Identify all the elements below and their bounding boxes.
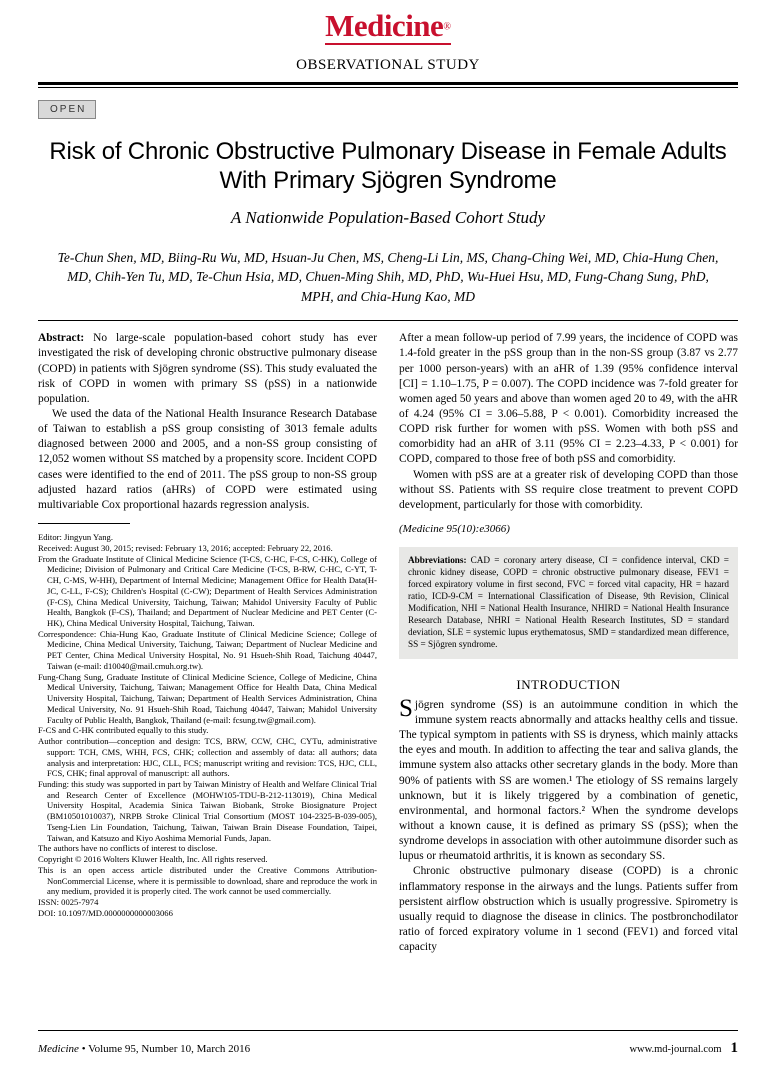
authors-rule [38,320,738,321]
article-subtitle: A Nationwide Population-Based Cohort Study [230,207,546,227]
frontmatter-divider [38,523,130,524]
frontmatter [38,532,377,918]
registered-trademark-icon: ® [443,21,451,33]
affiliations: From the Graduate Institute of Clinical Medicine Science (T-CS, C-HC, F-CS, C-HK), College of Medicine; Division of Pulmonary and Critical Care Medicine (T-CS, B-RW, C-HC, C-YT, T-CH, C-MS, W-HH), Department of Internal Medicine; Management Office for Health Data(H-JC, C-LL, F-CS); Children's Hospital (C-CW); Department of Health Services Administration (F-CS), China Medical University, Taichung, Taiwan; Mahidol University Faculty of Public Health, Bangkok (F-CS), Thailand; and Department of Nuclear Medicine and PET Center (C-HK), China Medical University Hospital, Taichung, Taiwan. [38,553,377,628]
footer-journal-info [38,1043,250,1055]
right-column [399,331,738,955]
page-number: 1 [730,1040,738,1056]
equal-contribution-note: F-CS and C-HK contributed equally to this study. [38,725,209,736]
doi: DOI: 10.1097/MD.0000000000003066 [38,907,173,918]
footer-issue: • Volume 95, Number 10, March 2016 [78,1043,251,1055]
abbreviations-box [399,547,738,659]
open-access-badge: OPEN [38,100,96,119]
editor-line: Editor: Jingyun Yang. [38,532,113,543]
drop-cap: S [399,694,413,722]
masthead [38,0,738,88]
author-list: Te-Chun Shen, MD, Biing-Ru Wu, MD, Hsuan-Ju Chen, MS, Cheng-Li Lin, MS, Chang-Ching Wei, MD, Chia-Hung Chen, MD, Chih-Yen Tu, MD, Te-Chun Hsia, MD, Chuen-Ming Shih, MD, PhD, Wu-Huei Hsu, MD, Fung-Chang Sung, PhD, MPH, and Chia-Hung Kao, MD [57,249,719,304]
license-note: This is an open access article distributed under the Creative Commons Attribution- NonCommercial License, where it is permissible to download, share and reproduce the work in any medium, provided it is properly cited. The work cannot be used commercially. [38,864,377,897]
article-type: OBSERVATIONAL STUDY [296,57,480,73]
abstract-paragraph-3: Women with pSS are at a greater risk of developing COPD than those without SS. Patients with SS require close treatment to prevent COPD development, particularly for those with comorbidity. [399,468,738,511]
introduction-paragraph-2-wrap [399,864,738,955]
introduction-paragraph-2: Chronic obstructive pulmonary disease (COPD) is a chronic inflammatory response in the airways and the lungs. Patients suffer from persistent airflow obstruction which is usually progressive. Spirometry is usually requid to diagnose the disease in clinics. The postbronchodilator ratio of forced expiratory volume in 1 second (FEV1) and forced vital capacity [399,865,738,954]
logo-underline [325,43,451,45]
abstract [38,331,377,513]
section-heading-introduction: INTRODUCTION [516,676,621,692]
page-title: Risk of Chronic Obstructive Pulmonary Disease in Female Adults With Primary Sjögren Syndrome [49,138,727,195]
journal-logo [325,10,451,45]
journal-citation: (Medicine 95(10):e3066) [399,523,510,536]
footer-journal-name: Medicine [38,1043,79,1055]
introduction-text-1: jögren syndrome (SS) is an autoimmune condition in which the immune system reacts abnormally and attacks healthy cells and tissue. The typical symptom in patients with SS is dryness, which mainly attacks the eyes and mouth. In addition to affecting the tear and saliva glands, the immune system also attacks other secretary glands in the body. More than 90% of patients with SS are women.¹ The etiology of SS remains largely unknown, but it is likely triggered by a combination of genetic, environmental, and hormonal factors.² When the syndrome develops without a known cause, it is defined as primary SS (pSS); when the syndrome develops in association with other autoimmune disorder such as lupus or rheumatoid arthritis, it is known as secondary SS. [399,698,738,863]
footer-right [629,1040,738,1057]
page-footer [38,1040,738,1057]
body-columns [38,331,738,955]
footer-url[interactable]: www.md-journal.com [629,1044,722,1055]
abstract-paragraph-1 [38,331,377,407]
abstract-text-1: No large-scale population-based cohort study has ever investigated the risk of developing chronic obstructive pulmonary disease (COPD) in patients with Sjögren syndrome (SS). This study evaluated the risk of COPD in women with primary SS (pSS) in a nationwide population. [38,332,377,405]
abstract-label: Abstract: [38,332,85,345]
conflicts-note: The authors have no conflicts of interest to disclose. [38,843,218,854]
correspondence-primary: Correspondence: Chia-Hung Kao, Graduate Institute of Clinical Medicine Science; College of Medicine, China Medical University, Taichung, Taiwan; Department of Nuclear Medicine and PET Center, China Medical University Hospital, No. 91 Hsueh-Shih Road, Taichung 40447, Taiwan (e-mail: d10040@mail.cmuh.org.tw). [38,628,377,671]
journal-logo-text: Medicine [325,8,444,43]
received-line: Received: August 30, 2015; revised: February 13, 2016; accepted: February 22, 2016. [38,542,333,553]
left-column [38,331,377,955]
author-contributions: Author contribution—conception and design: TCS, BRW, CCW, CHC, CYTu, administrative support: TCH, CMS, WHH, FCS, CHK; collection and assembly of data: all authors; data analysis and interpretation: HJC, CLL, FCS; manuscript writing and revision: TCS, HJC, CLL, FCS, CHK; final approval of manuscript: all authors. [38,736,377,779]
funding-note: Funding: this study was supported in part by Taiwan Ministry of Health and Welfare Clinical Trial and Research Center of Excellence (MOHW105-TDU-B-212-113019), China Medical University Hospital, Academia Sinica Taiwan Biobank, Stroke Biosignature Project (BM10501010037), NRPB Stroke Clinical Trial Consortium (MOST 104-2325-B-039-005), Tseng-Lien Lin Foundation, Taichung, Taiwan, Taiwan Brain Disease Foundation, Taipei, Taiwan, and Katsuzo and Kiyo Aoshima Memorial Funds, Japan. [38,778,377,843]
correspondence-secondary: Fung-Chang Sung, Graduate Institute of Clinical Medicine Science, College of Medicine, China Medical University, Taichung, Taiwan; Management Office for Health Data, China Medical University Hospital, Taichung, Taiwan; Department of Health Services Administration, China Medical University, No. 91 Hsueh-Shih Road, Taichung 40447, Taiwan; Mahidol University Faculty of Public Health, Bangkok, Thailand (e-mail: fcsung.tw@gmail.com). [38,671,377,725]
abbreviations-label: Abbreviations: [408,555,467,566]
open-access-row [38,88,738,119]
abbreviations-text: CAD = coronary artery disease, CI = confidence interval, CKD = chronic kidney disease, COPD = chronic obstructive pulmonary disease, FEV1 = forced expiratory volume in first second, FVC = forced vital capacity, HR = hazard ratio, ICD-9-CM = International Classification of Disease, 9th Revision, Clinical Modification, NHI = National Health Insurance, NHIRD = National Health Insurance Research Database, NHRI = National Health Research Institutes, SD = standard deviation, SLE = systemic lupus erythematosus, SMD = standardized mean difference, SS = Sjögren syndrome. [408,555,729,649]
footer-rule [38,1030,738,1031]
copyright-note: Copyright © 2016 Wolters Kluwer Health, Inc. All rights reserved. [38,854,268,865]
abstract-paragraph-2: We used the data of the National Health Insurance Research Database of Taiwan to establish a pSS group consisting of 3013 female adults diagnosed between 2000 and 2005, and a non-SS group consisting of 12,052 women without SS matched by a propensity score. Incident COPD cases were identified to the end of 2011. The pSS group to non-SS group adjusted hazard ratios (aHRs) of COPD were estimated using multivariable Cox proportional hazards regression analysis. [38,408,377,511]
abstract-continued [399,331,738,513]
abstract-paragraph-2-cont: After a mean follow-up period of 7.99 years, the incidence of COPD was 1.4-fold greater in the pSS group than in the non-SS group (3.87 vs 2.77 per 1000 person-years) with an aHR of 1.39 (95% confidence interval [CI] = 1.10–1.75, P = 0.007). The COPD incidence was 7-fold greater for women aged 50 years and above than women aged 20 to 49, with the aHR of 4.24 (95% CI = 3.06–5.88, P < 0.001). Comorbidity increased the COPD risk further for women with pSS. Women with both pSS and comorbidity had an aHR of 3.11 (95% CI = 2.23–4.33, P < 0.001) for COPD, compared to those free of both pSS and comorbidity. [399,332,738,466]
masthead-rule-thick [38,82,738,85]
introduction-paragraph-1 [399,694,738,865]
issn: ISSN: 0025-7974 [38,897,99,908]
